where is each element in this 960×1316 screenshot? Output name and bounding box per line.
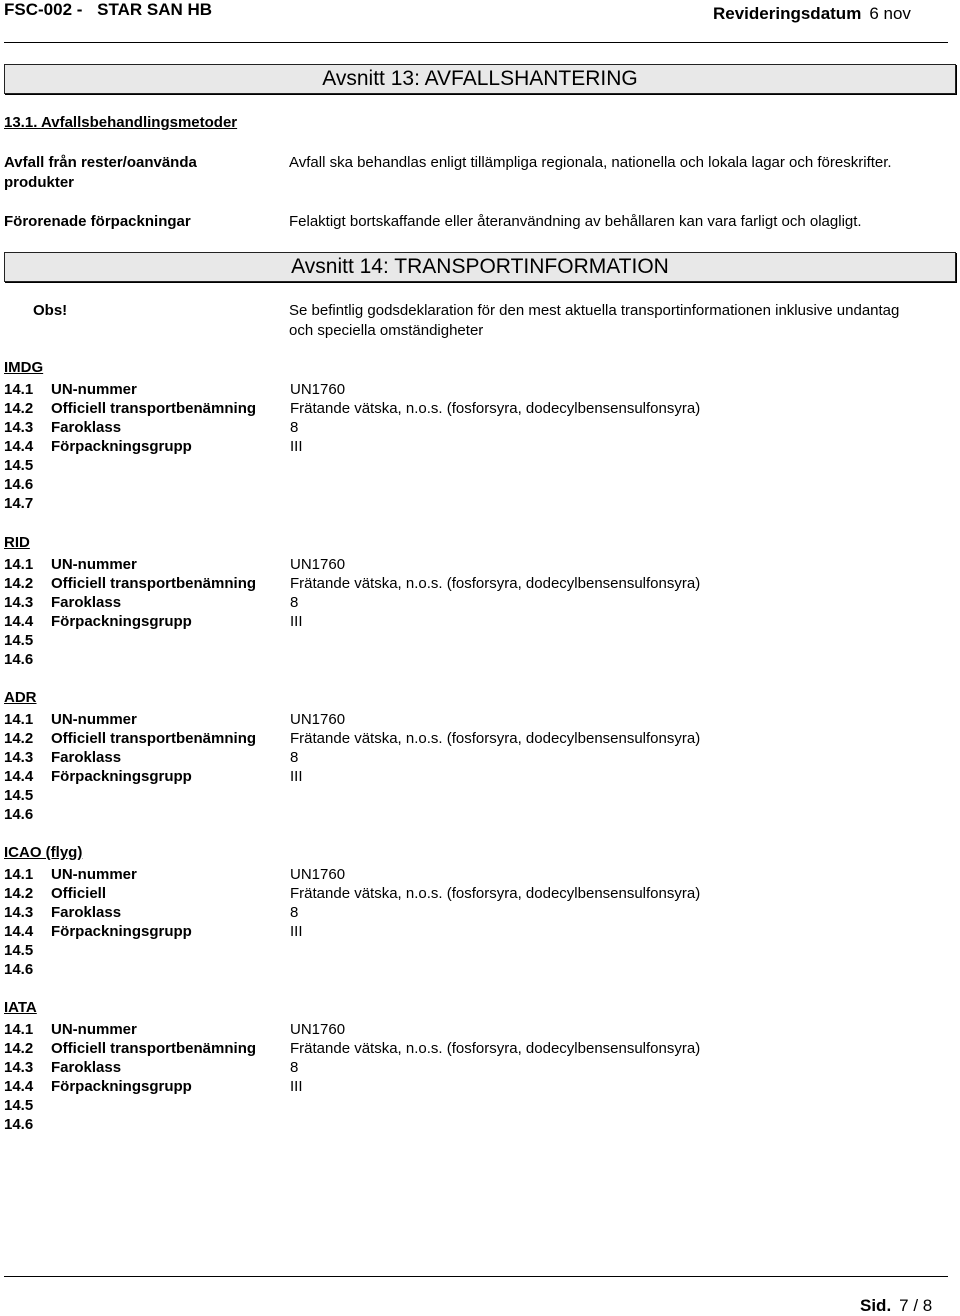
row-number: 14.6 <box>4 651 34 668</box>
transport-mode-heading: RID <box>4 534 30 551</box>
waste-residue-label: Avfall från rester/oanvända produkter <box>4 154 197 191</box>
row-value: Frätande vätska, n.o.s. (fosforsyra, dodecylbensensulfonsyra) <box>290 730 701 747</box>
row-value: 8 <box>290 419 299 436</box>
row-number: 14.4 <box>4 1078 34 1095</box>
transport-row <box>4 418 944 437</box>
page-number <box>860 1296 932 1316</box>
revision-label: Revideringsdatum <box>713 4 862 23</box>
row-value: UN1760 <box>290 556 346 573</box>
row-label: UN-nummer <box>51 866 137 883</box>
row-label: Faroklass <box>51 1059 122 1076</box>
row-value: III <box>290 613 303 630</box>
transport-row <box>4 1039 944 1058</box>
transport-row <box>4 631 944 650</box>
row-number: 14.5 <box>4 457 34 474</box>
row-label: Officiell transportbenämning <box>51 400 257 417</box>
row-label: Officiell transportbenämning <box>51 575 257 592</box>
row-number: 14.4 <box>4 768 34 785</box>
transport-row <box>4 1020 944 1039</box>
transport-mode-heading: IMDG <box>4 359 44 376</box>
transport-row <box>4 574 944 593</box>
row-number: 14.2 <box>4 575 34 592</box>
row-number: 14.1 <box>4 711 34 728</box>
row-label: Faroklass <box>51 749 122 766</box>
row-number: 14.5 <box>4 1097 34 1114</box>
row-value: III <box>290 923 303 940</box>
row-number: 14.6 <box>4 806 34 823</box>
row-value: 8 <box>290 1059 299 1076</box>
row-number: 14.6 <box>4 476 34 493</box>
row-number: 14.6 <box>4 961 34 978</box>
transport-row <box>4 922 944 941</box>
row-number: 14.3 <box>4 749 34 766</box>
row-number: 14.4 <box>4 613 34 630</box>
row-number: 14.1 <box>4 556 34 573</box>
row-number: 14.2 <box>4 730 34 747</box>
transport-row <box>4 456 944 475</box>
row-number: 14.3 <box>4 594 34 611</box>
row-number: 14.1 <box>4 1021 34 1038</box>
transport-row <box>4 1115 944 1134</box>
row-number: 14.3 <box>4 419 34 436</box>
row-value: Frätande vätska, n.o.s. (fosforsyra, dodecylbensensulfonsyra) <box>290 885 701 902</box>
document-header-title <box>4 0 212 20</box>
row-number: 14.1 <box>4 866 34 883</box>
transport-mode-heading: IATA <box>4 999 37 1016</box>
row-number: 14.6 <box>4 1116 34 1133</box>
transport-row <box>4 1096 944 1115</box>
subsection-13-1-heading: 13.1. Avfallsbehandlingsmetoder <box>4 114 238 131</box>
page-label: Sid. <box>860 1296 892 1315</box>
header-divider <box>4 42 948 43</box>
transport-row <box>4 593 944 612</box>
transport-row <box>4 650 944 669</box>
row-value: 8 <box>290 594 299 611</box>
row-value: III <box>290 438 303 455</box>
row-label: Officiell <box>51 885 107 902</box>
row-number: 14.3 <box>4 904 34 921</box>
transport-row <box>4 729 944 748</box>
row-number: 14.2 <box>4 400 34 417</box>
row-number: 14.7 <box>4 495 34 512</box>
transport-mode-heading: ICAO (flyg) <box>4 844 83 861</box>
transport-row <box>4 612 944 631</box>
transport-row <box>4 494 944 513</box>
section-13-title: Avsnitt 13: AVFALLSHANTERING <box>4 64 956 94</box>
row-label: UN-nummer <box>51 711 137 728</box>
transport-mode-heading: ADR <box>4 689 37 706</box>
transport-row <box>4 1077 944 1096</box>
transport-row <box>4 884 944 903</box>
row-label: Officiell transportbenämning <box>51 730 257 747</box>
transport-row <box>4 380 944 399</box>
transport-row <box>4 475 944 494</box>
transport-row <box>4 399 944 418</box>
row-number: 14.3 <box>4 1059 34 1076</box>
row-value: Frätande vätska, n.o.s. (fosforsyra, dodecylbensensulfonsyra) <box>290 1040 701 1057</box>
footer-divider <box>4 1276 948 1277</box>
row-number: 14.2 <box>4 885 34 902</box>
row-value: Frätande vätska, n.o.s. (fosforsyra, dodecylbensensulfonsyra) <box>290 575 701 592</box>
row-label: UN-nummer <box>51 381 137 398</box>
row-number: 14.2 <box>4 1040 34 1057</box>
row-value: UN1760 <box>290 711 346 728</box>
transport-row <box>4 710 944 729</box>
row-value: III <box>290 1078 303 1095</box>
transport-row <box>4 941 944 960</box>
product-name: STAR SAN HB <box>97 0 213 19</box>
row-value: UN1760 <box>290 866 346 883</box>
row-label: Förpackningsgrupp <box>51 438 192 455</box>
document-id: FSC-002 - <box>4 0 83 19</box>
transport-row <box>4 748 944 767</box>
revision-date <box>713 4 911 24</box>
row-number: 14.5 <box>4 787 34 804</box>
row-value: III <box>290 768 303 785</box>
row-label: Förpackningsgrupp <box>51 613 192 630</box>
row-label: Faroklass <box>51 594 122 611</box>
row-value: UN1760 <box>290 381 346 398</box>
contaminated-packaging-label: Förorenade förpackningar <box>4 213 191 230</box>
transport-row <box>4 555 944 574</box>
row-label: Faroklass <box>51 904 122 921</box>
transport-row <box>4 865 944 884</box>
transport-row <box>4 437 944 456</box>
row-number: 14.1 <box>4 381 34 398</box>
row-label: Förpackningsgrupp <box>51 768 192 785</box>
row-value: UN1760 <box>290 1021 346 1038</box>
transport-row <box>4 767 944 786</box>
row-label: UN-nummer <box>51 556 137 573</box>
page-value: 7 / 8 <box>899 1296 933 1315</box>
transport-row <box>4 903 944 922</box>
row-label: Förpackningsgrupp <box>51 923 192 940</box>
obs-label: Obs! <box>33 302 68 319</box>
contaminated-packaging-text: Felaktigt bortskaffande eller återanvändning av behållaren kan vara farligt och olagligt. <box>289 213 862 230</box>
row-value: 8 <box>290 749 299 766</box>
obs-text: Se befintlig godsdeklaration för den mest aktuella transportinformationen inklusive undantag och speciella omständigheter <box>289 302 900 339</box>
revision-value: 6 nov <box>869 4 911 23</box>
row-label: Förpackningsgrupp <box>51 1078 192 1095</box>
row-number: 14.5 <box>4 942 34 959</box>
waste-residue-text: Avfall ska behandlas enligt tillämpliga regionala, nationella och lokala lagar och föreskrifter. <box>289 154 892 171</box>
row-label: Officiell transportbenämning <box>51 1040 257 1057</box>
transport-row <box>4 1058 944 1077</box>
row-label: UN-nummer <box>51 1021 137 1038</box>
row-value: 8 <box>290 904 299 921</box>
row-number: 14.4 <box>4 923 34 940</box>
row-value: Frätande vätska, n.o.s. (fosforsyra, dodecylbensensulfonsyra) <box>290 400 701 417</box>
row-number: 14.4 <box>4 438 34 455</box>
row-number: 14.5 <box>4 632 34 649</box>
row-label: Faroklass <box>51 419 122 436</box>
transport-row <box>4 960 944 979</box>
transport-row <box>4 805 944 824</box>
transport-row <box>4 786 944 805</box>
section-14-title: Avsnitt 14: TRANSPORTINFORMATION <box>4 252 956 282</box>
